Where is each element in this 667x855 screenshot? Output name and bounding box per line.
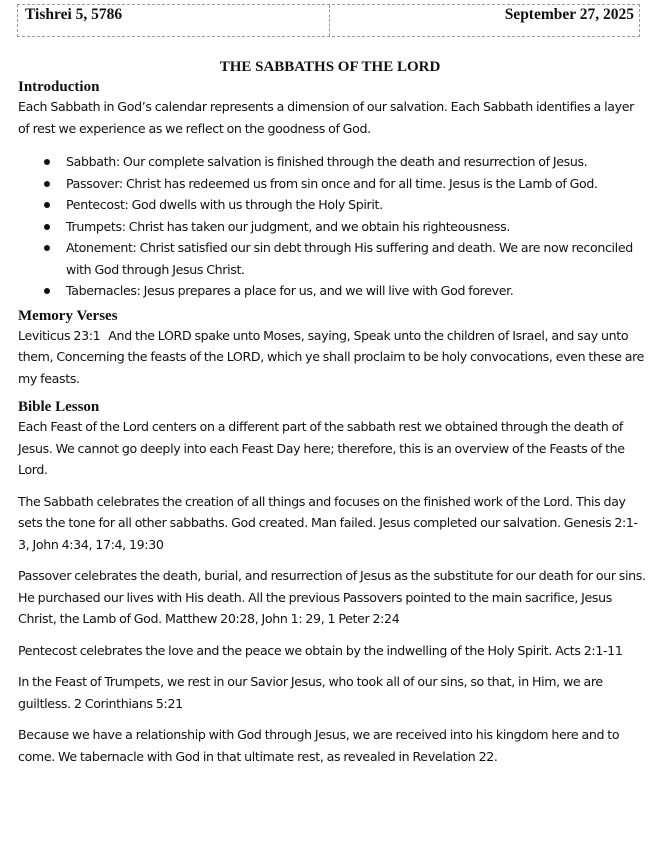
list-item-text: Passover: Christ has redeemed us from sin once and for all time. Jesus is the Lamb of God.: [66, 175, 598, 191]
list-item-text: Tabernacles: Jesus prepares a place for us, and we will live with God forever.: [66, 283, 514, 298]
memory-verse-body: And the LORD spake unto Moses, saying, Speak unto the children of Israel, and say unto them, Concerning the feasts of the LORD, which ye shall proclaim to be holy convocations, even these are my feasts.: [18, 327, 645, 386]
bullet-icon: [44, 245, 50, 251]
list-item: [66, 216, 648, 238]
document-title: THE SABBATHS OF THE LORD: [219, 59, 441, 75]
bible-lesson-heading: Bible Lesson: [18, 399, 100, 415]
bullet-icon: [44, 159, 50, 165]
lesson-paragraph: In the Feast of Trumpets, we rest in our Savior Jesus, who took all of our sins, so that, in Him, we are guiltless. 2 Corinthians 5:21: [18, 674, 603, 711]
bullet-icon: [44, 202, 50, 208]
list-item-text: Sabbath: Our complete salvation is finished through the death and resurrection of Jesus.: [66, 154, 588, 169]
bullet-icon: [44, 224, 50, 230]
memory-verse-reference: Leviticus 23:1: [18, 327, 101, 343]
memory-verses-section: [18, 308, 648, 390]
document-body: [18, 77, 648, 777]
introduction-text: Each Sabbath in God’s calendar represents a dimension of our salvation. Each Sabbath identifies a layer of rest we experience as we reflect on the goodness of God.: [18, 99, 634, 136]
date-header-table: [17, 4, 640, 37]
memory-verses-heading: Memory Verses: [18, 307, 118, 324]
introduction-section: [18, 79, 648, 302]
list-item: [66, 237, 648, 280]
list-item: [66, 280, 648, 302]
sabbath-list: [18, 151, 648, 302]
hebrew-date: Tishrei 5, 5786: [18, 5, 330, 36]
bullet-icon: [44, 288, 50, 294]
memory-verse-text: [18, 325, 648, 390]
list-item: [66, 151, 648, 173]
list-item-text: Trumpets: Christ has taken our judgment, and we obtain his righteousness.: [66, 218, 511, 234]
lesson-paragraph: Each Feast of the Lord centers on a different part of the sabbath rest we obtained through the death of Jesus. We cannot go deeply into each Feast Day here; therefore, this is an overview of the Feasts of the Lord.: [18, 419, 625, 477]
gregorian-date: September 27, 2025: [504, 6, 634, 23]
introduction-heading: Introduction: [18, 79, 100, 95]
bible-lesson-section: [18, 399, 648, 767]
lesson-paragraph: The Sabbath celebrates the creation of all things and focuses on the finished work of the Lord. This day sets the tone for all other sabbaths. God created. Man failed. Jesus completed our salvation. Genesis 2:1-3, John 4:34, 17:4, 19:30: [18, 493, 638, 552]
bullet-icon: [44, 181, 50, 187]
lesson-paragraph: Because we have a relationship with God through Jesus, we are received into his kingdom here and to come. We tabernacle with God in that ultimate rest, as revealed in Revelation 22.: [18, 727, 620, 764]
list-item: [66, 173, 648, 195]
list-item-text: Atonement: Christ satisfied our sin debt through His suffering and death. We are now reconciled with God through Jesus Christ.: [66, 240, 633, 277]
lesson-paragraph: Pentecost celebrates the love and the peace we obtain by the indwelling of the Holy Spirit. Acts 2:1-11: [18, 642, 623, 658]
lesson-paragraph: Passover celebrates the death, burial, and resurrection of Jesus as the substitute for our death for our sins. He purchased our lives with His death. All the previous Passovers pointed to the main sacrifice, Jesus Christ, the Lamb of God. Matthew 20:28, John 1: 29, 1 Peter 2:24: [18, 568, 646, 626]
list-item: [66, 194, 648, 216]
list-item-text: Pentecost: God dwells with us through the Holy Spirit.: [66, 197, 383, 212]
